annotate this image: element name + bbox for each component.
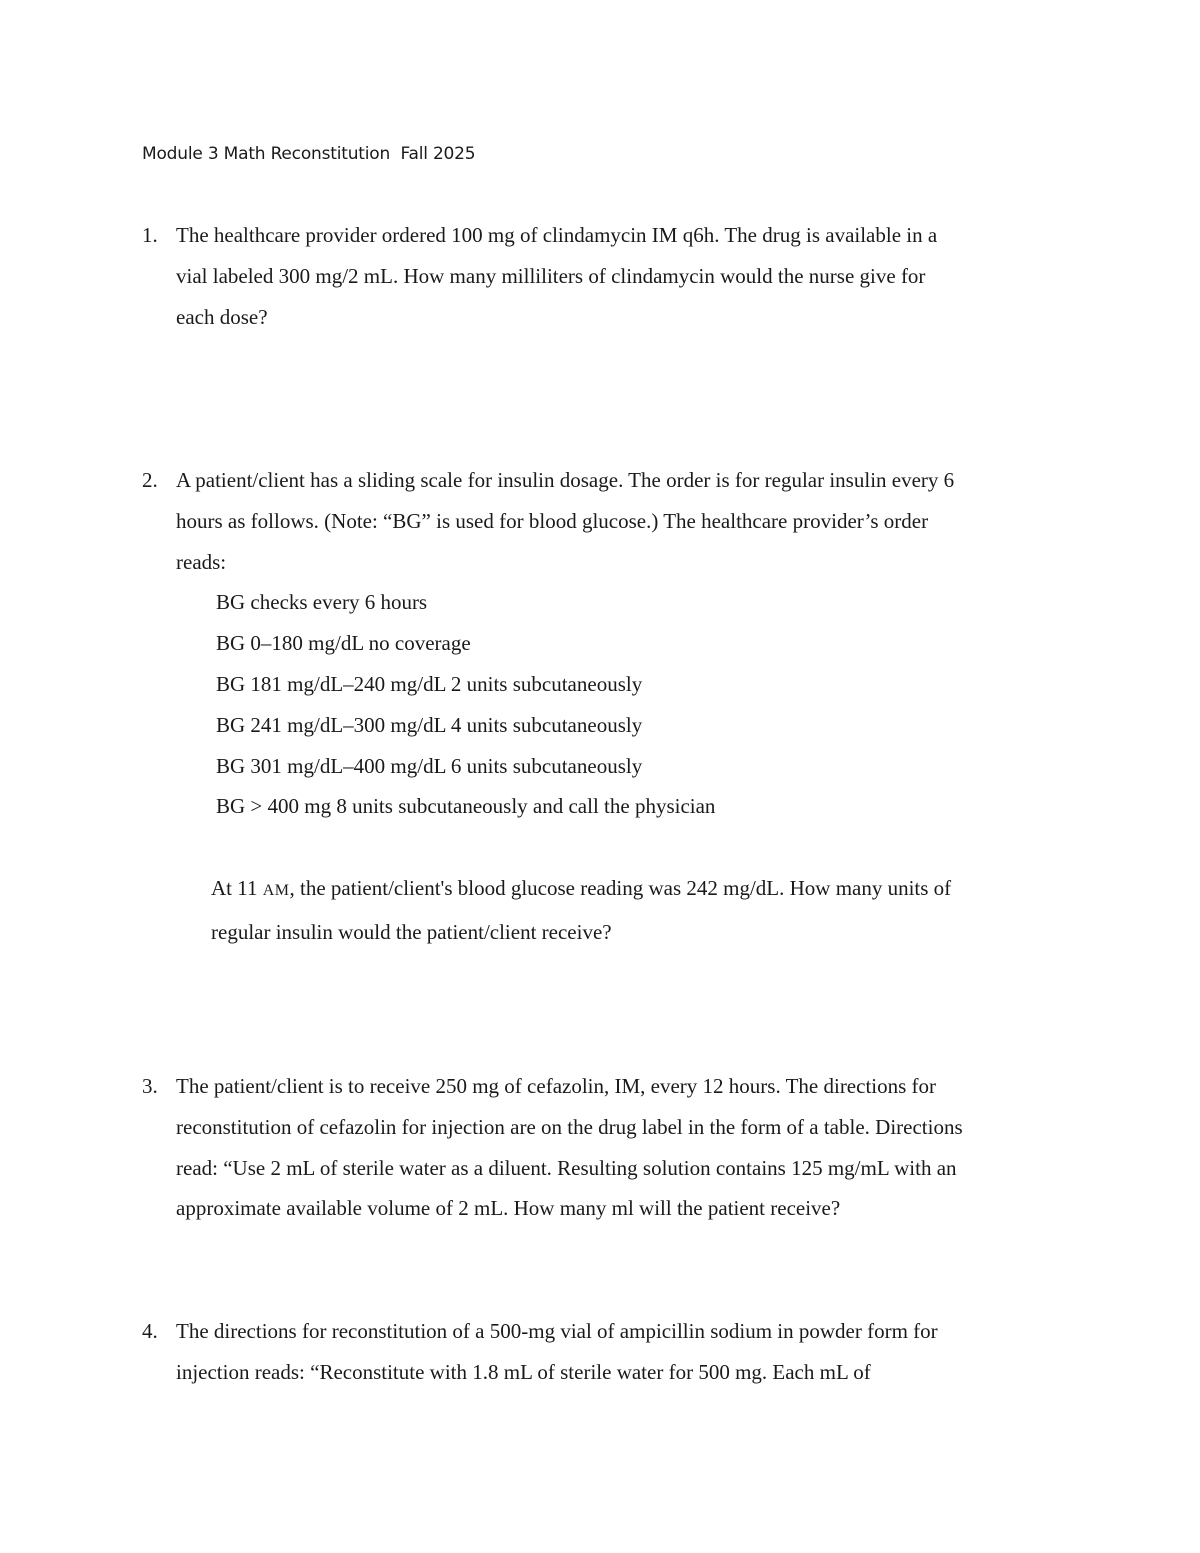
scale-line: BG 301 mg/dL–400 mg/dL 6 units subcutaneously	[216, 753, 643, 778]
scale-line: BG 0–180 mg/dL no coverage	[216, 631, 471, 656]
question-1	[142, 215, 1072, 337]
question-text	[176, 1311, 1072, 1393]
question-line: reconstitution of cefazolin for injection are on the drug label in the form of a table. Directions	[176, 1114, 963, 1139]
question-number: 2.	[142, 468, 158, 492]
followup-line: regular insulin would the patient/client receive?	[211, 919, 612, 944]
question-line: injection reads: “Reconstitute with 1.8 mL of sterile water for 500 mg. Each mL of	[176, 1359, 871, 1384]
document-title: Module 3 Math Reconstitution Fall 2025	[142, 144, 476, 164]
question-number: 3.	[142, 1074, 158, 1098]
question-line: hours as follows. (Note: “BG” is used for blood glucose.) The healthcare provider’s order	[176, 508, 929, 533]
question-line: The directions for reconstitution of a 500-mg vial of ampicillin sodium in powder form for	[176, 1319, 938, 1343]
question-line: each dose?	[176, 304, 268, 329]
question-line: reads:	[176, 549, 227, 574]
question-line: The patient/client is to receive 250 mg of cefazolin, IM, every 12 hours. The directions for	[176, 1074, 937, 1098]
sliding-scale-order	[216, 582, 1072, 827]
question-line: The healthcare provider ordered 100 mg of clindamycin IM q6h. The drug is available in a	[176, 223, 938, 247]
question-line: A patient/client has a sliding scale for insulin dosage. The order is for regular insulin every 6	[176, 468, 955, 492]
question-4	[142, 1311, 1072, 1393]
question-text	[176, 460, 1072, 582]
time-marker: AM	[262, 881, 290, 899]
question-number: 1.	[142, 223, 158, 247]
scale-line: BG 181 mg/dL–240 mg/dL 2 units subcutaneously	[216, 671, 643, 696]
scale-line: BG 241 mg/dL–300 mg/dL 4 units subcutaneously	[216, 712, 643, 737]
question-line: read: “Use 2 mL of sterile water as a diluent. Resulting solution contains 125 mg/mL with an	[176, 1155, 957, 1180]
question-text	[176, 215, 1072, 337]
question-3	[142, 1066, 1072, 1229]
question-2	[142, 460, 1072, 953]
scale-line: BG > 400 mg 8 units subcutaneously and call the physician	[216, 794, 716, 819]
question-text	[176, 1066, 1072, 1229]
followup-question	[211, 868, 1072, 953]
followup-line	[211, 868, 1072, 912]
scale-line: BG checks every 6 hours	[216, 590, 428, 615]
followup-suffix: , the patient/client's blood glucose reading was 242 mg/dL. How many units of	[289, 875, 952, 900]
question-line: approximate available volume of 2 mL. How many ml will the patient receive?	[176, 1196, 841, 1221]
followup-prefix: At 11	[211, 875, 263, 900]
question-line: vial labeled 300 mg/2 mL. How many milliliters of clindamycin would the nurse give for	[176, 263, 926, 288]
question-number: 4.	[142, 1319, 158, 1343]
